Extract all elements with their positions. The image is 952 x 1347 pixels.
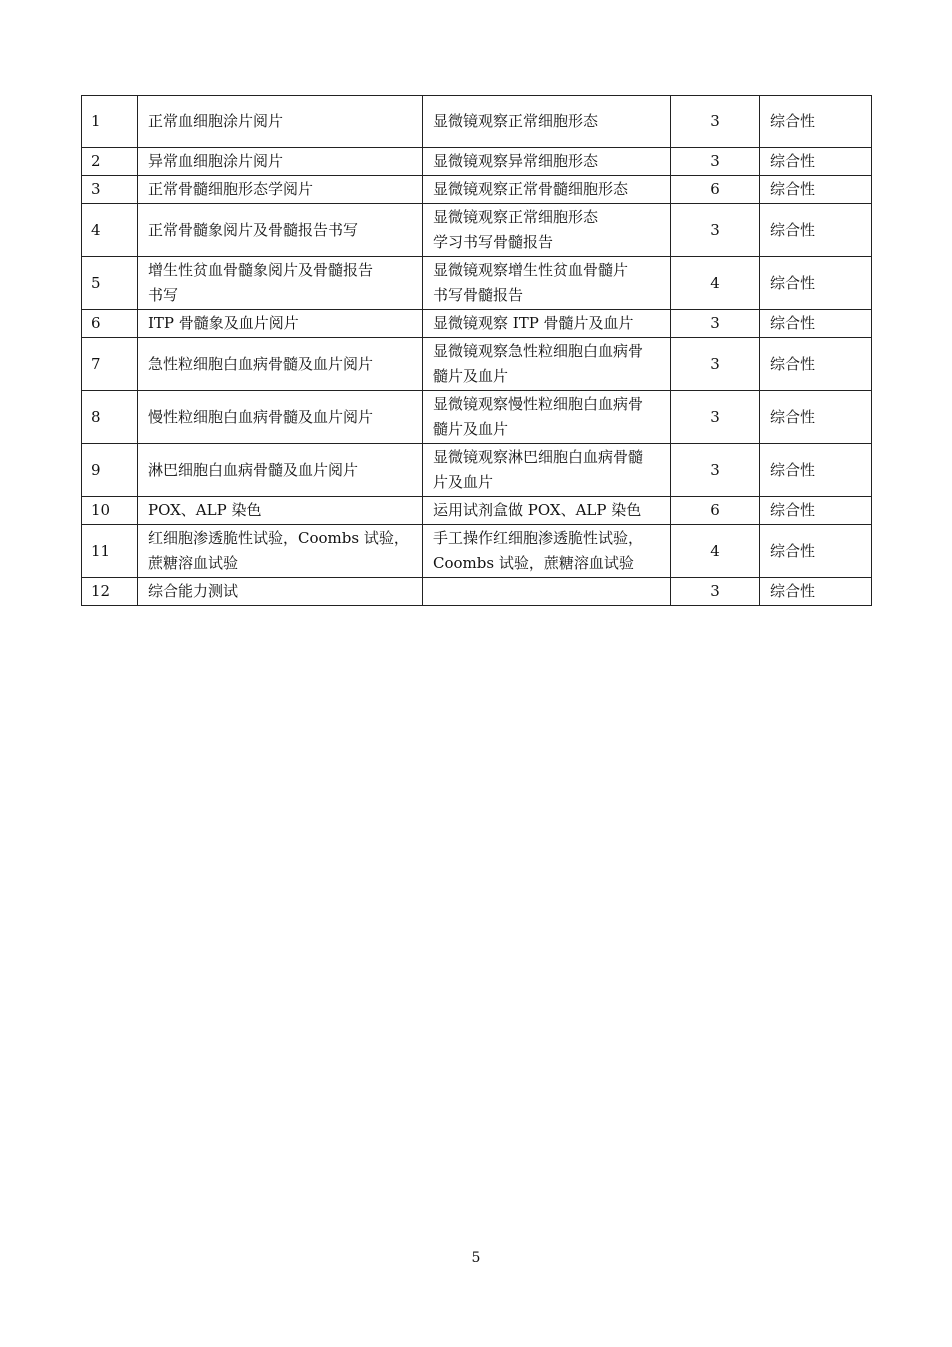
cell-experiment-content (423, 578, 671, 606)
cell-experiment-name (138, 525, 423, 578)
cell-experiment-name (138, 497, 423, 525)
table-row (82, 444, 872, 497)
cell-experiment-name-line: 正常骨髓细胞形态学阅片 (148, 180, 314, 198)
cell-experiment-content (423, 257, 671, 310)
cell-number: 2 (82, 148, 138, 176)
cell-experiment-name-line: 增生性贫血骨髓象阅片及骨髓报告 (148, 261, 374, 279)
cell-experiment-name-line: 慢性粒细胞白血病骨髓及血片阅片 (148, 407, 374, 426)
cell-type: 综合性 (760, 310, 872, 338)
cell-number: 1 (82, 96, 138, 148)
cell-experiment-content-line: 学习书写骨髓报告 (433, 233, 554, 251)
cell-type: 综合性 (760, 391, 872, 444)
table-row (82, 257, 872, 310)
cell-hours: 3 (671, 578, 760, 606)
cell-experiment-content (423, 310, 671, 338)
cell-type: 综合性 (760, 497, 872, 525)
cell-number: 8 (82, 391, 138, 444)
cell-experiment-name-line: POX、ALP 染色 (148, 501, 262, 519)
cell-experiment-name-line: 正常血细胞涂片阅片 (148, 112, 284, 130)
cell-hours: 3 (671, 444, 760, 497)
cell-experiment-name (138, 176, 423, 204)
cell-number: 3 (82, 176, 138, 204)
table-row (82, 310, 872, 338)
cell-experiment-name-line: 蔗糖溶血试验 (148, 554, 239, 572)
cell-number: 5 (82, 257, 138, 310)
cell-experiment-name (138, 444, 423, 497)
cell-experiment-content (423, 148, 671, 176)
cell-number: 9 (82, 444, 138, 497)
cell-experiment-content-line: Coombs 试验，蔗糖溶血试验 (433, 554, 634, 572)
cell-experiment-content (423, 391, 671, 444)
cell-experiment-content-line: 显微镜观察正常细胞形态 (433, 112, 599, 130)
cell-type: 综合性 (760, 578, 872, 606)
cell-experiment-name (138, 204, 423, 257)
table-row (82, 578, 872, 606)
cell-experiment-name-line: ITP 骨髓象及血片阅片 (148, 314, 299, 332)
cell-hours: 4 (671, 525, 760, 578)
table-row (82, 391, 872, 444)
cell-experiment-name-line: 淋巴细胞白血病骨髓及血片阅片 (148, 460, 359, 479)
cell-experiment-name (138, 148, 423, 176)
cell-hours: 3 (671, 204, 760, 257)
cell-hours: 3 (671, 148, 760, 176)
cell-number: 4 (82, 204, 138, 257)
cell-experiment-content-line: 髓片及血片 (433, 367, 509, 385)
cell-number: 12 (82, 578, 138, 606)
cell-experiment-content-line: 髓片及血片 (433, 420, 509, 438)
table-row (82, 176, 872, 204)
cell-experiment-name-line: 红细胞渗透脆性试验，Coombs 试验， (148, 529, 409, 547)
cell-number: 10 (82, 497, 138, 525)
cell-experiment-name-line: 正常骨髓象阅片及骨髓报告书写 (148, 220, 359, 239)
cell-experiment-name (138, 578, 423, 606)
table-row (82, 148, 872, 176)
cell-experiment-content-line: 显微镜观察 ITP 骨髓片及血片 (433, 314, 634, 332)
cell-hours: 3 (671, 391, 760, 444)
cell-experiment-content-line: 显微镜观察正常骨髓细胞形态 (433, 180, 629, 198)
cell-experiment-name-line: 综合能力测试 (148, 582, 239, 600)
cell-number: 11 (82, 525, 138, 578)
cell-experiment-content-line: 手工操作红细胞渗透脆性试验， (433, 529, 644, 547)
cell-type: 综合性 (760, 204, 872, 257)
cell-experiment-content (423, 338, 671, 391)
cell-number: 6 (82, 310, 138, 338)
table-row (82, 338, 872, 391)
table-row (82, 96, 872, 148)
cell-experiment-content-line: 显微镜观察急性粒细胞白血病骨 (433, 342, 644, 360)
cell-experiment-content-line: 显微镜观察慢性粒细胞白血病骨 (433, 395, 644, 413)
cell-experiment-content (423, 176, 671, 204)
cell-experiment-content-line: 显微镜观察淋巴细胞白血病骨髓 (433, 448, 644, 466)
cell-type: 综合性 (760, 338, 872, 391)
cell-hours: 3 (671, 310, 760, 338)
experiment-table (81, 95, 872, 606)
cell-experiment-content (423, 497, 671, 525)
cell-experiment-content (423, 204, 671, 257)
cell-type: 综合性 (760, 148, 872, 176)
cell-experiment-content (423, 444, 671, 497)
table-row (82, 204, 872, 257)
table-row (82, 525, 872, 578)
cell-type: 综合性 (760, 444, 872, 497)
cell-experiment-content (423, 525, 671, 578)
cell-experiment-content-line: 片及血片 (433, 473, 494, 491)
cell-type: 综合性 (760, 257, 872, 310)
cell-experiment-name (138, 338, 423, 391)
cell-experiment-name-line: 书写 (148, 286, 179, 304)
cell-number: 7 (82, 338, 138, 391)
cell-hours: 6 (671, 497, 760, 525)
cell-hours: 3 (671, 96, 760, 148)
cell-experiment-name-line: 异常血细胞涂片阅片 (148, 152, 284, 170)
page-number: 5 (471, 1250, 481, 1266)
cell-experiment-content-line: 显微镜观察增生性贫血骨髓片 (433, 261, 629, 279)
table-body (82, 96, 872, 606)
table-row (82, 497, 872, 525)
cell-type: 综合性 (760, 96, 872, 148)
cell-experiment-content-line: 书写骨髓报告 (433, 286, 524, 304)
cell-type: 综合性 (760, 176, 872, 204)
cell-experiment-content-line: 显微镜观察正常细胞形态 (433, 208, 599, 226)
cell-experiment-content-line: 显微镜观察异常细胞形态 (433, 152, 599, 170)
cell-experiment-name (138, 257, 423, 310)
cell-experiment-content (423, 96, 671, 148)
cell-type: 综合性 (760, 525, 872, 578)
cell-experiment-name (138, 391, 423, 444)
cell-experiment-name (138, 96, 423, 148)
cell-experiment-content-line: 运用试剂盒做 POX、ALP 染色 (433, 501, 642, 519)
cell-hours: 6 (671, 176, 760, 204)
cell-experiment-name-line: 急性粒细胞白血病骨髓及血片阅片 (148, 354, 374, 373)
cell-hours: 3 (671, 338, 760, 391)
cell-experiment-name (138, 310, 423, 338)
cell-hours: 4 (671, 257, 760, 310)
